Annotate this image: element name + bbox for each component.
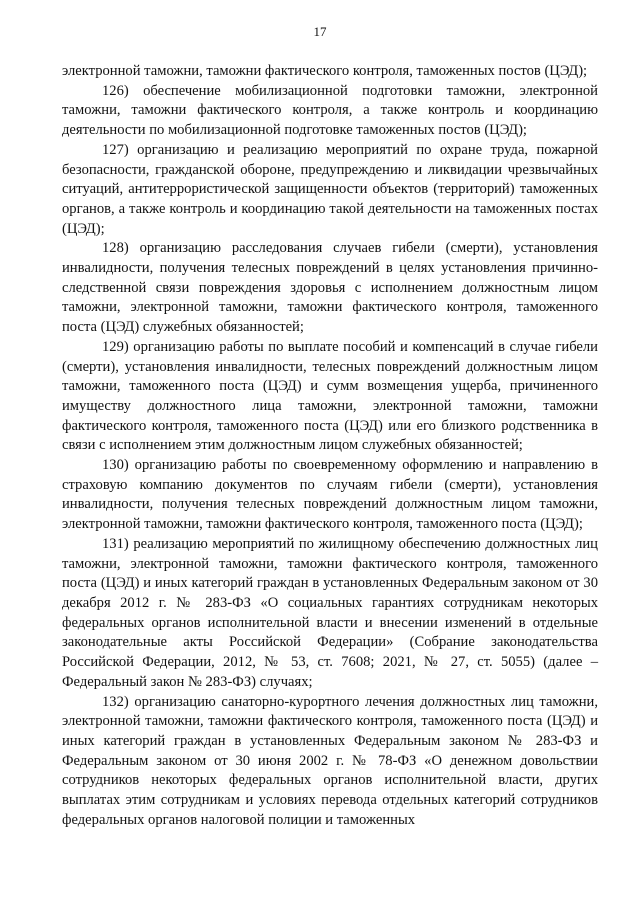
paragraph-129: 129) организацию работы по выплате пособий и компенсаций в случае гибели (смерти), установления инвалидности, телесных повреждений должностным лицом таможни, таможенного поста (ЦЭД) и сумм возмещения ущерба, причиненного имуществу должностного лица таможни, электронной таможни, таможни фактического контроля, таможенного поста (ЦЭД) или его близкого родственника в связи с исполнением этим должностным лицом служебных обязанностей; xyxy=(62,338,598,454)
paragraph-126: 126) обеспечение мобилизационной подготовки таможни, электронной таможни, таможни фактического контроля, а также контроль и координацию деятельности по мобилизационной подготовке таможенных постов (ЦЭД); xyxy=(62,82,598,139)
paragraph-131: 131) реализацию мероприятий по жилищному обеспечению должностных лиц таможни, электронной таможни, таможни фактического контроля, таможенного поста (ЦЭД) и иных категорий граждан в установленных Федеральным законом от 30 декабря 2012 г. № 283-ФЗ «О социальных гарантиях сотрудникам некоторых федеральных органов исполнительной власти и внесении изменений в отдельные законодательные акты Российской Федерации» (Собрание законодательства Российской Федерации, 2012, № 53, ст. 7608; 2021, № 27, ст. 5055) (далее – Федеральный закон № 283-ФЗ) случаях; xyxy=(62,535,598,690)
paragraph-132: 132) организацию санаторно-курортного лечения должностных лиц таможни, электронной таможни, таможни фактического контроля, таможенного поста (ЦЭД) и иных категорий граждан в установленных Федеральным законом № 283-ФЗ и Федеральным законом от 30 июня 2002 г. № 78-ФЗ «О денежном довольствии сотрудников некоторых федеральных органов исполнительной власти, других выплатах этим сотрудникам и условиях перевода отдельных категорий сотрудников федеральных органов налоговой полиции и таможенных xyxy=(62,693,598,828)
document-body xyxy=(62,62,598,830)
paragraph-128: 128) организацию расследования случаев гибели (смерти), установления инвалидности, получения телесных повреждений в целях установления причинно-следственной связи повреждения здоровья с исполнением должностным лицом таможни, электронной таможни, таможни фактического контроля, таможенного поста (ЦЭД) служебных обязанностей; xyxy=(62,240,598,336)
paragraph-130: 130) организацию работы по своевременному оформлению и направлению в страховую компанию документов по случаям гибели (смерти), установления инвалидности, получения телесных повреждений должностным лицом таможни, электронной таможни, таможни фактического контроля, таможенного поста (ЦЭД); xyxy=(62,457,598,533)
paragraph-127: 127) организацию и реализацию мероприятий по охране труда, пожарной безопасности, гражданской обороне, предупреждению и ликвидации чрезвычайных ситуаций, антитеррористической защищенности объектов (территорий) таможенных органов, а также контроль и координацию такой деятельности на таможенных постах (ЦЭД); xyxy=(62,141,598,237)
page-number: 17 xyxy=(313,24,327,39)
paragraph-continuation: электронной таможни, таможни фактического контроля, таможенных постов (ЦЭД); xyxy=(62,63,588,79)
